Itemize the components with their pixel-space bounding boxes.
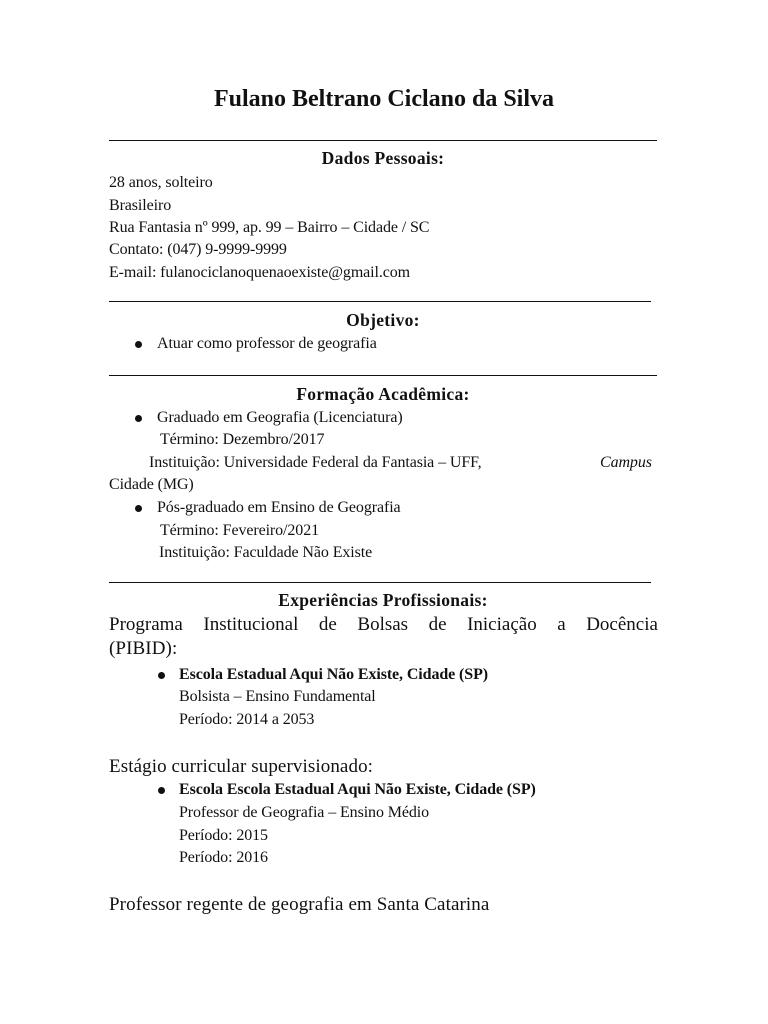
personal-email: E-mail: fulanociclanoquenaoexiste@gmail.com bbox=[109, 264, 410, 281]
objective-heading: Objetivo: bbox=[346, 310, 420, 330]
program-word: de bbox=[318, 614, 337, 635]
internship-role: Professor de Geografia – Ensino Médio bbox=[179, 804, 430, 821]
personal-contact: Contato: (047) 9-9999-9999 bbox=[109, 241, 287, 258]
pibid-period: Período: 2014 a 2053 bbox=[179, 711, 315, 728]
divider bbox=[109, 582, 651, 583]
program-word: Institucional bbox=[203, 614, 299, 635]
program-word: Programa bbox=[109, 614, 183, 635]
education-1-institution: Instituição: Universidade Federal da Fantasia – UFF, bbox=[149, 454, 482, 471]
objective-item: Atuar como professor de geografia bbox=[157, 335, 377, 352]
personal-age: 28 anos, solteiro bbox=[109, 174, 213, 191]
education-2-end: Término: Fevereiro/2021 bbox=[160, 522, 319, 539]
internship-period-1: Período: 2015 bbox=[179, 827, 268, 844]
experience-heading: Experiências Profissionais: bbox=[278, 590, 488, 610]
personal-heading: Dados Pessoais: bbox=[321, 148, 445, 168]
education-heading: Formação Acadêmica: bbox=[296, 384, 470, 404]
program-word: Bolsas bbox=[357, 614, 409, 635]
regent-teacher: Professor regente de geografia em Santa Catarina bbox=[109, 894, 490, 915]
internship-period-2: Período: 2016 bbox=[179, 849, 268, 866]
program-word: de bbox=[428, 614, 447, 635]
education-1-title: Graduado em Geografia (Licenciatura) bbox=[157, 409, 403, 426]
program-word: Iniciação bbox=[467, 614, 537, 635]
education-2-title: Pós-graduado em Ensino de Geografia bbox=[157, 499, 401, 516]
education-1-campus: Campus bbox=[600, 454, 652, 471]
bullet-icon bbox=[158, 672, 165, 679]
divider bbox=[109, 301, 651, 302]
program-word: Docência bbox=[586, 614, 658, 635]
pibid-program-title-cont: (PIBID): bbox=[109, 638, 178, 659]
personal-nationality: Brasileiro bbox=[109, 197, 172, 214]
bullet-icon bbox=[135, 341, 142, 348]
internship-title: Estágio curricular supervisionado: bbox=[109, 756, 374, 777]
education-1-city: Cidade (MG) bbox=[109, 476, 194, 493]
pibid-program-title bbox=[109, 614, 658, 636]
divider bbox=[109, 375, 657, 376]
bullet-icon bbox=[158, 787, 165, 794]
divider bbox=[109, 140, 657, 141]
education-1-end: Término: Dezembro/2017 bbox=[160, 431, 325, 448]
pibid-role: Bolsista – Ensino Fundamental bbox=[179, 688, 376, 705]
personal-address: Rua Fantasia nº 999, ap. 99 – Bairro – Cidade / SC bbox=[109, 219, 430, 236]
bullet-icon bbox=[135, 415, 142, 422]
program-word: a bbox=[557, 614, 566, 635]
internship-school: Escola Escola Estadual Aqui Não Existe, Cidade (SP) bbox=[179, 781, 536, 798]
pibid-school: Escola Estadual Aqui Não Existe, Cidade (SP) bbox=[179, 666, 488, 683]
bullet-icon bbox=[135, 505, 142, 512]
education-2-institution: Instituição: Faculdade Não Existe bbox=[159, 544, 373, 561]
resume-name: Fulano Beltrano Ciclano da Silva bbox=[213, 86, 555, 112]
